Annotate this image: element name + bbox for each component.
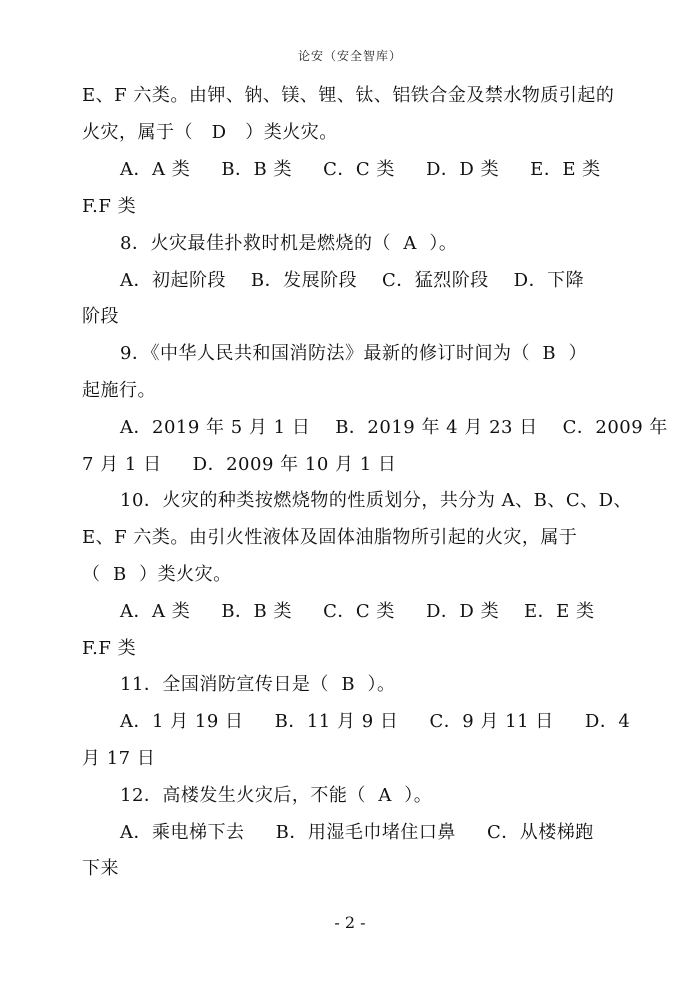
text-line: E、F 六类。由钾、钠、镁、锂、钛、铝铁合金及禁水物质引起的 xyxy=(82,85,615,106)
option-line: F.F 类 xyxy=(82,196,137,217)
question-line: 12．高楼发生火灾后，不能（ A ）。 xyxy=(120,785,433,806)
option-line: 7 月 1 日 D．2009 年 10 月 1 日 xyxy=(82,454,397,475)
option-line: 下来 xyxy=(82,858,119,879)
option-line: A．2019 年 5 月 1 日 B．2019 年 4 月 23 日 C．2009 年 xyxy=(120,417,668,438)
option-line: A．乘电梯下去 B．用湿毛巾堵住口鼻 C．从楼梯跑 xyxy=(120,822,594,843)
question-line: 8．火灾最佳扑救时机是燃烧的（ A ）。 xyxy=(120,233,458,254)
option-line: A．1 月 19 日 B．11 月 9 日 C．9 月 11 日 D．4 xyxy=(120,711,631,732)
question-line: E、F 六类。由引火性液体及固体油脂物所引起的火灾，属于 xyxy=(82,527,578,548)
question-line: 10．火灾的种类按燃烧物的性质划分，共分为 A、B、C、D、 xyxy=(120,490,633,511)
page-number: - 2 - xyxy=(334,913,366,932)
page-header: 论安（安全智库） xyxy=(297,49,402,63)
question-line: （ B ）类火灾。 xyxy=(82,564,232,585)
option-line: A．A 类 B．B 类 C．C 类 D．D 类 E．E 类 xyxy=(120,601,595,622)
option-line: 月 17 日 xyxy=(82,748,156,769)
option-line: A．初起阶段 B．发展阶段 C．猛烈阶段 D．下降 xyxy=(120,270,585,291)
text-line: 火灾，属于（ D ）类火灾。 xyxy=(82,122,338,143)
option-line: A．A 类 B．B 类 C．C 类 D．D 类 E．E 类 xyxy=(120,159,601,180)
question-line: 起施行。 xyxy=(82,380,156,401)
option-line: 阶段 xyxy=(82,306,119,327)
option-line: F.F 类 xyxy=(82,638,137,659)
question-line: 11．全国消防宣传日是（ B ）。 xyxy=(120,674,396,695)
question-line: 9．《中华人民共和国消防法》最新的修订时间为（ B ） xyxy=(120,343,588,364)
